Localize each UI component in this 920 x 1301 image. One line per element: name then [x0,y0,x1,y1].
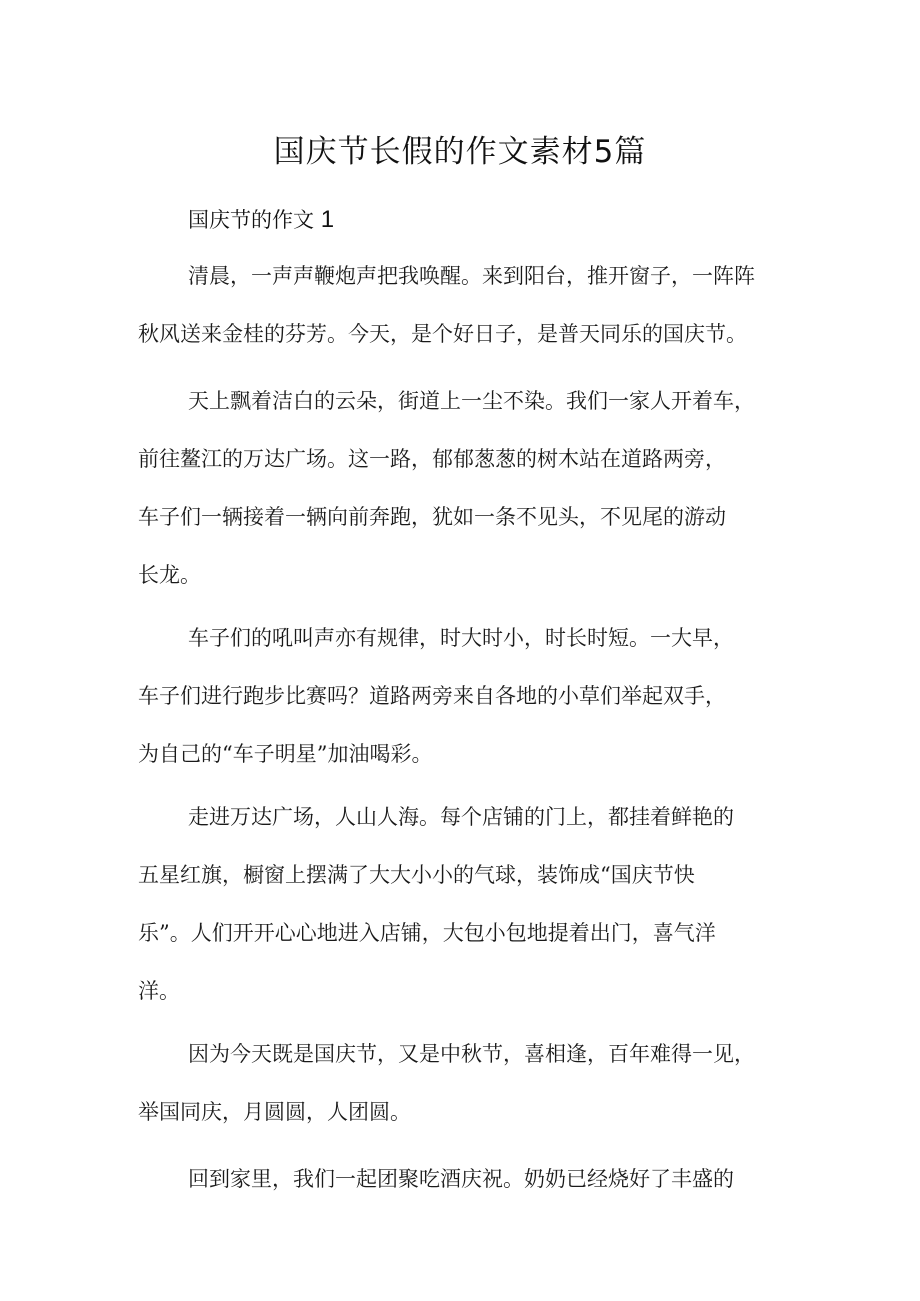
paragraph-line: 因为今天既是国庆节，又是中秋节，喜相逢，百年难得一见， [188,1042,755,1066]
paragraph-6 [138,1150,810,1208]
paragraph-line: 走进万达广场，人山人海。每个店铺的门上，都挂着鲜艳的 [188,805,734,829]
paragraph-2 [138,372,810,604]
paragraph-line: 车子们进行跑步比赛吗？道路两旁来自各地的小草们举起双手， [138,684,726,708]
paragraph-line: 车子们的吼叫声亦有规律，时大时小，时长时短。一大早， [188,626,734,650]
paragraph-3 [138,609,810,783]
paragraph-line: 回到家里，我们一起团聚吃酒庆祝。奶奶已经烧好了丰盛的 [188,1167,734,1191]
essay-subheading-number: 1 [320,206,335,233]
paragraph-line: 乐”。人们开开心心地进入店铺，大包小包地提着出门，喜气洋 [138,921,716,945]
paragraph-5 [138,1025,810,1141]
paragraph-line: 秋风送来金桂的芬芳。今天，是个好日子，是普天同乐的国庆节。 [138,322,747,346]
document-title: 国庆节长假的作文素材5篇 [273,134,647,170]
paragraph-1 [138,247,810,363]
paragraph-line: 长龙。 [138,563,201,587]
paragraph-line: 举国同庆，月圆圆，人团圆。 [138,1100,411,1124]
essay-subheading-text: 国庆节的作文 [188,208,314,232]
paragraph-line: 天上飘着洁白的云朵，街道上一尘不染。我们一家人开着车， [188,389,755,413]
paragraph-line: 五星红旗，橱窗上摆满了大大小小的气球，装饰成“国庆节快 [138,863,695,887]
paragraph-line: 洋。 [138,979,180,1003]
paragraph-line: 为自己的“车子明星”加油喝彩。 [138,742,433,766]
paragraph-line: 清晨，一声声鞭炮声把我唤醒。来到阳台，推开窗子，一阵阵 [188,264,755,288]
essay-subheading [188,200,334,240]
paragraph-line: 前往鳌江的万达广场。这一路，郁郁葱葱的树木站在道路两旁， [138,447,726,471]
paragraph-4 [138,788,810,1020]
paragraph-line: 车子们一辆接着一辆向前奔跑，犹如一条不见头，不见尾的游动 [138,505,726,529]
